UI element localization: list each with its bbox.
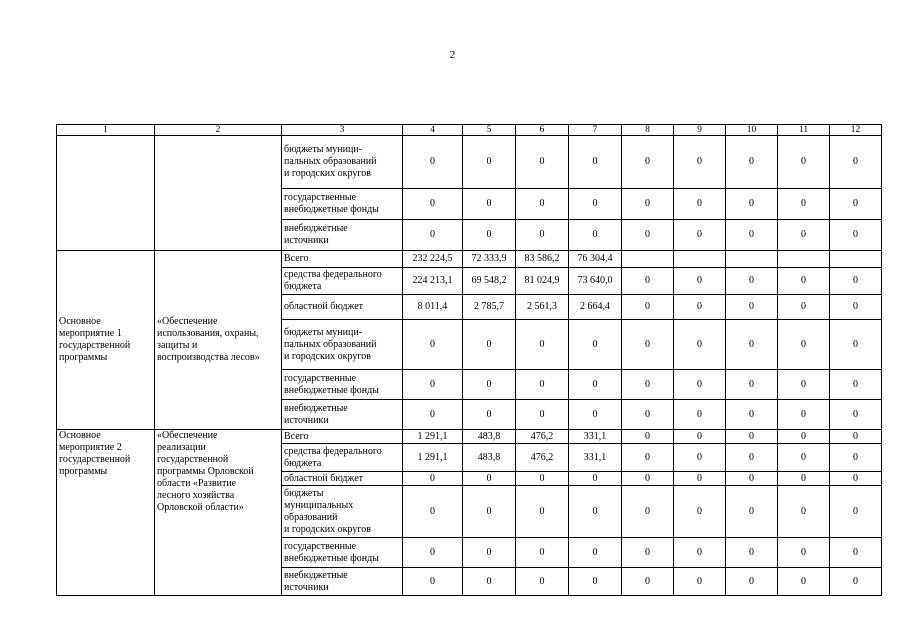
value-cell: 0 xyxy=(778,538,830,568)
value-cell: 0 xyxy=(403,220,463,251)
value-cell: 0 xyxy=(830,538,882,568)
value-cell: 224 213,1 xyxy=(403,268,463,295)
value-cell: 0 xyxy=(463,220,516,251)
value-cell: 0 xyxy=(463,486,516,538)
value-cell: 0 xyxy=(674,444,726,472)
event-description-cell: «Обеспечение использования, охраны, защиты и воспроизводства лесов» xyxy=(155,251,282,430)
column-number-row xyxy=(57,125,882,136)
value-cell: 0 xyxy=(830,295,882,320)
value-cell: 0 xyxy=(403,472,463,486)
value-cell: 0 xyxy=(463,568,516,596)
value-cell: 0 xyxy=(674,136,726,189)
value-cell: 0 xyxy=(778,370,830,400)
value-cell: 0 xyxy=(778,472,830,486)
event-description-cell: «Обеспечение реализации государственной программы Орловской области «Развитие лесного хозяйства Орловской области» xyxy=(155,430,282,596)
table-body xyxy=(57,125,882,596)
value-cell: 476,2 xyxy=(516,444,569,472)
funding-source-cell: областной бюджет xyxy=(282,295,403,320)
value-cell: 0 xyxy=(778,444,830,472)
value-cell xyxy=(726,251,778,268)
value-cell: 0 xyxy=(516,400,569,430)
value-cell: 0 xyxy=(674,268,726,295)
value-cell: 0 xyxy=(830,444,882,472)
value-cell: 0 xyxy=(622,486,674,538)
value-cell: 0 xyxy=(622,444,674,472)
value-cell: 0 xyxy=(674,486,726,538)
value-cell: 0 xyxy=(463,472,516,486)
value-cell: 0 xyxy=(830,189,882,220)
funding-source-cell: Всего xyxy=(282,251,403,268)
value-cell: 0 xyxy=(674,189,726,220)
value-cell: 0 xyxy=(569,370,622,400)
column-number-cell: 11 xyxy=(778,125,830,136)
value-cell: 0 xyxy=(726,430,778,444)
funding-source-cell: внебюджетные источники xyxy=(282,568,403,596)
value-cell: 0 xyxy=(622,472,674,486)
value-cell xyxy=(830,251,882,268)
column-number-cell: 12 xyxy=(830,125,882,136)
value-cell: 0 xyxy=(463,538,516,568)
value-cell: 0 xyxy=(778,400,830,430)
value-cell: 0 xyxy=(403,136,463,189)
funding-source-cell: государственные внебюджетные фонды xyxy=(282,189,403,220)
funding-source-cell: внебюджетные источники xyxy=(282,400,403,430)
value-cell: 0 xyxy=(726,136,778,189)
value-cell: 73 640,0 xyxy=(569,268,622,295)
value-cell: 0 xyxy=(778,295,830,320)
value-cell: 0 xyxy=(830,220,882,251)
value-cell: 0 xyxy=(569,220,622,251)
value-cell: 1 291,1 xyxy=(403,430,463,444)
value-cell: 0 xyxy=(726,568,778,596)
value-cell: 0 xyxy=(403,538,463,568)
value-cell: 0 xyxy=(726,444,778,472)
value-cell: 0 xyxy=(622,370,674,400)
value-cell: 0 xyxy=(569,320,622,370)
value-cell: 0 xyxy=(463,189,516,220)
column-number-cell: 6 xyxy=(516,125,569,136)
funding-source-cell: средства федерального бюджета xyxy=(282,444,403,472)
table-row xyxy=(57,430,882,444)
value-cell: 0 xyxy=(516,568,569,596)
value-cell: 0 xyxy=(778,220,830,251)
value-cell: 8 011,4 xyxy=(403,295,463,320)
value-cell: 0 xyxy=(726,189,778,220)
column-number-cell: 2 xyxy=(155,125,282,136)
value-cell: 0 xyxy=(516,538,569,568)
value-cell: 0 xyxy=(830,268,882,295)
value-cell: 0 xyxy=(674,472,726,486)
value-cell: 0 xyxy=(830,370,882,400)
funding-source-cell: бюджеты муници- пальных образований и городских округов xyxy=(282,136,403,189)
value-cell: 0 xyxy=(674,400,726,430)
column-number-cell: 9 xyxy=(674,125,726,136)
value-cell xyxy=(674,251,726,268)
column-number-cell: 5 xyxy=(463,125,516,136)
value-cell: 0 xyxy=(622,268,674,295)
value-cell: 0 xyxy=(830,136,882,189)
value-cell: 0 xyxy=(830,400,882,430)
value-cell: 0 xyxy=(726,370,778,400)
value-cell: 0 xyxy=(403,486,463,538)
event-description-cell xyxy=(155,136,282,251)
value-cell: 0 xyxy=(403,189,463,220)
value-cell: 0 xyxy=(516,486,569,538)
value-cell xyxy=(622,251,674,268)
value-cell: 0 xyxy=(463,400,516,430)
value-cell: 331,1 xyxy=(569,444,622,472)
value-cell: 483,8 xyxy=(463,444,516,472)
value-cell: 0 xyxy=(622,538,674,568)
value-cell: 0 xyxy=(569,538,622,568)
value-cell: 76 304,4 xyxy=(569,251,622,268)
value-cell: 0 xyxy=(830,568,882,596)
value-cell: 0 xyxy=(516,189,569,220)
value-cell: 331,1 xyxy=(569,430,622,444)
column-number-cell: 3 xyxy=(282,125,403,136)
value-cell: 0 xyxy=(830,320,882,370)
funding-source-cell: бюджеты муниципальных образований и городских округов xyxy=(282,486,403,538)
table-row xyxy=(57,136,882,189)
budget-table xyxy=(56,124,882,596)
value-cell: 0 xyxy=(674,295,726,320)
page-number: 2 xyxy=(449,49,456,61)
value-cell: 0 xyxy=(622,295,674,320)
funding-source-cell: областной бюджет xyxy=(282,472,403,486)
value-cell: 0 xyxy=(778,189,830,220)
value-cell: 2 561,3 xyxy=(516,295,569,320)
value-cell: 81 024,9 xyxy=(516,268,569,295)
value-cell: 0 xyxy=(778,320,830,370)
value-cell: 0 xyxy=(622,568,674,596)
funding-source-cell: государственные внебюджетные фонды xyxy=(282,538,403,568)
value-cell: 0 xyxy=(516,370,569,400)
funding-source-cell: бюджеты муници- пальных образований и городских округов xyxy=(282,320,403,370)
value-cell: 0 xyxy=(674,538,726,568)
value-cell: 0 xyxy=(569,136,622,189)
value-cell: 476,2 xyxy=(516,430,569,444)
value-cell: 0 xyxy=(622,189,674,220)
value-cell: 0 xyxy=(830,430,882,444)
value-cell: 0 xyxy=(726,220,778,251)
column-number-cell: 7 xyxy=(569,125,622,136)
value-cell: 0 xyxy=(726,472,778,486)
value-cell: 232 224,5 xyxy=(403,251,463,268)
value-cell: 0 xyxy=(830,486,882,538)
value-cell: 0 xyxy=(569,400,622,430)
column-number-cell: 1 xyxy=(57,125,155,136)
value-cell: 483,8 xyxy=(463,430,516,444)
value-cell: 0 xyxy=(463,370,516,400)
event-name-cell: Основное мероприятие 1 государственной программы xyxy=(57,251,155,430)
value-cell: 0 xyxy=(569,189,622,220)
value-cell: 0 xyxy=(674,568,726,596)
funding-source-cell: внебюджетные источники xyxy=(282,220,403,251)
value-cell: 2 785,7 xyxy=(463,295,516,320)
value-cell: 0 xyxy=(622,430,674,444)
value-cell: 0 xyxy=(778,568,830,596)
value-cell: 0 xyxy=(726,538,778,568)
value-cell: 0 xyxy=(726,486,778,538)
value-cell: 0 xyxy=(569,486,622,538)
value-cell: 69 548,2 xyxy=(463,268,516,295)
value-cell: 0 xyxy=(726,320,778,370)
value-cell: 0 xyxy=(516,472,569,486)
value-cell: 0 xyxy=(778,136,830,189)
value-cell: 2 664,4 xyxy=(569,295,622,320)
value-cell: 0 xyxy=(674,430,726,444)
value-cell: 0 xyxy=(403,370,463,400)
value-cell: 0 xyxy=(569,568,622,596)
value-cell: 0 xyxy=(403,400,463,430)
value-cell: 0 xyxy=(622,400,674,430)
value-cell: 0 xyxy=(778,430,830,444)
value-cell: 0 xyxy=(674,220,726,251)
value-cell: 0 xyxy=(778,268,830,295)
value-cell: 0 xyxy=(622,136,674,189)
event-name-cell: Основное мероприятие 2 государственной программы xyxy=(57,430,155,596)
value-cell: 72 333,9 xyxy=(463,251,516,268)
funding-source-cell: Всего xyxy=(282,430,403,444)
value-cell: 0 xyxy=(830,472,882,486)
value-cell xyxy=(778,251,830,268)
value-cell: 1 291,1 xyxy=(403,444,463,472)
value-cell: 0 xyxy=(516,136,569,189)
value-cell: 0 xyxy=(674,370,726,400)
column-number-cell: 4 xyxy=(403,125,463,136)
value-cell: 0 xyxy=(622,220,674,251)
funding-source-cell: средства федерального бюджета xyxy=(282,268,403,295)
value-cell: 0 xyxy=(726,268,778,295)
funding-source-cell: государственные внебюджетные фонды xyxy=(282,370,403,400)
value-cell: 0 xyxy=(726,295,778,320)
value-cell: 0 xyxy=(403,568,463,596)
value-cell: 0 xyxy=(403,320,463,370)
value-cell: 0 xyxy=(674,320,726,370)
value-cell: 0 xyxy=(463,136,516,189)
value-cell: 0 xyxy=(516,320,569,370)
value-cell: 0 xyxy=(778,486,830,538)
column-number-cell: 10 xyxy=(726,125,778,136)
column-number-cell: 8 xyxy=(622,125,674,136)
value-cell: 0 xyxy=(516,220,569,251)
value-cell: 0 xyxy=(622,320,674,370)
table-row xyxy=(57,251,882,268)
event-name-cell xyxy=(57,136,155,251)
value-cell: 0 xyxy=(726,400,778,430)
value-cell: 0 xyxy=(569,472,622,486)
value-cell: 0 xyxy=(463,320,516,370)
value-cell: 83 586,2 xyxy=(516,251,569,268)
